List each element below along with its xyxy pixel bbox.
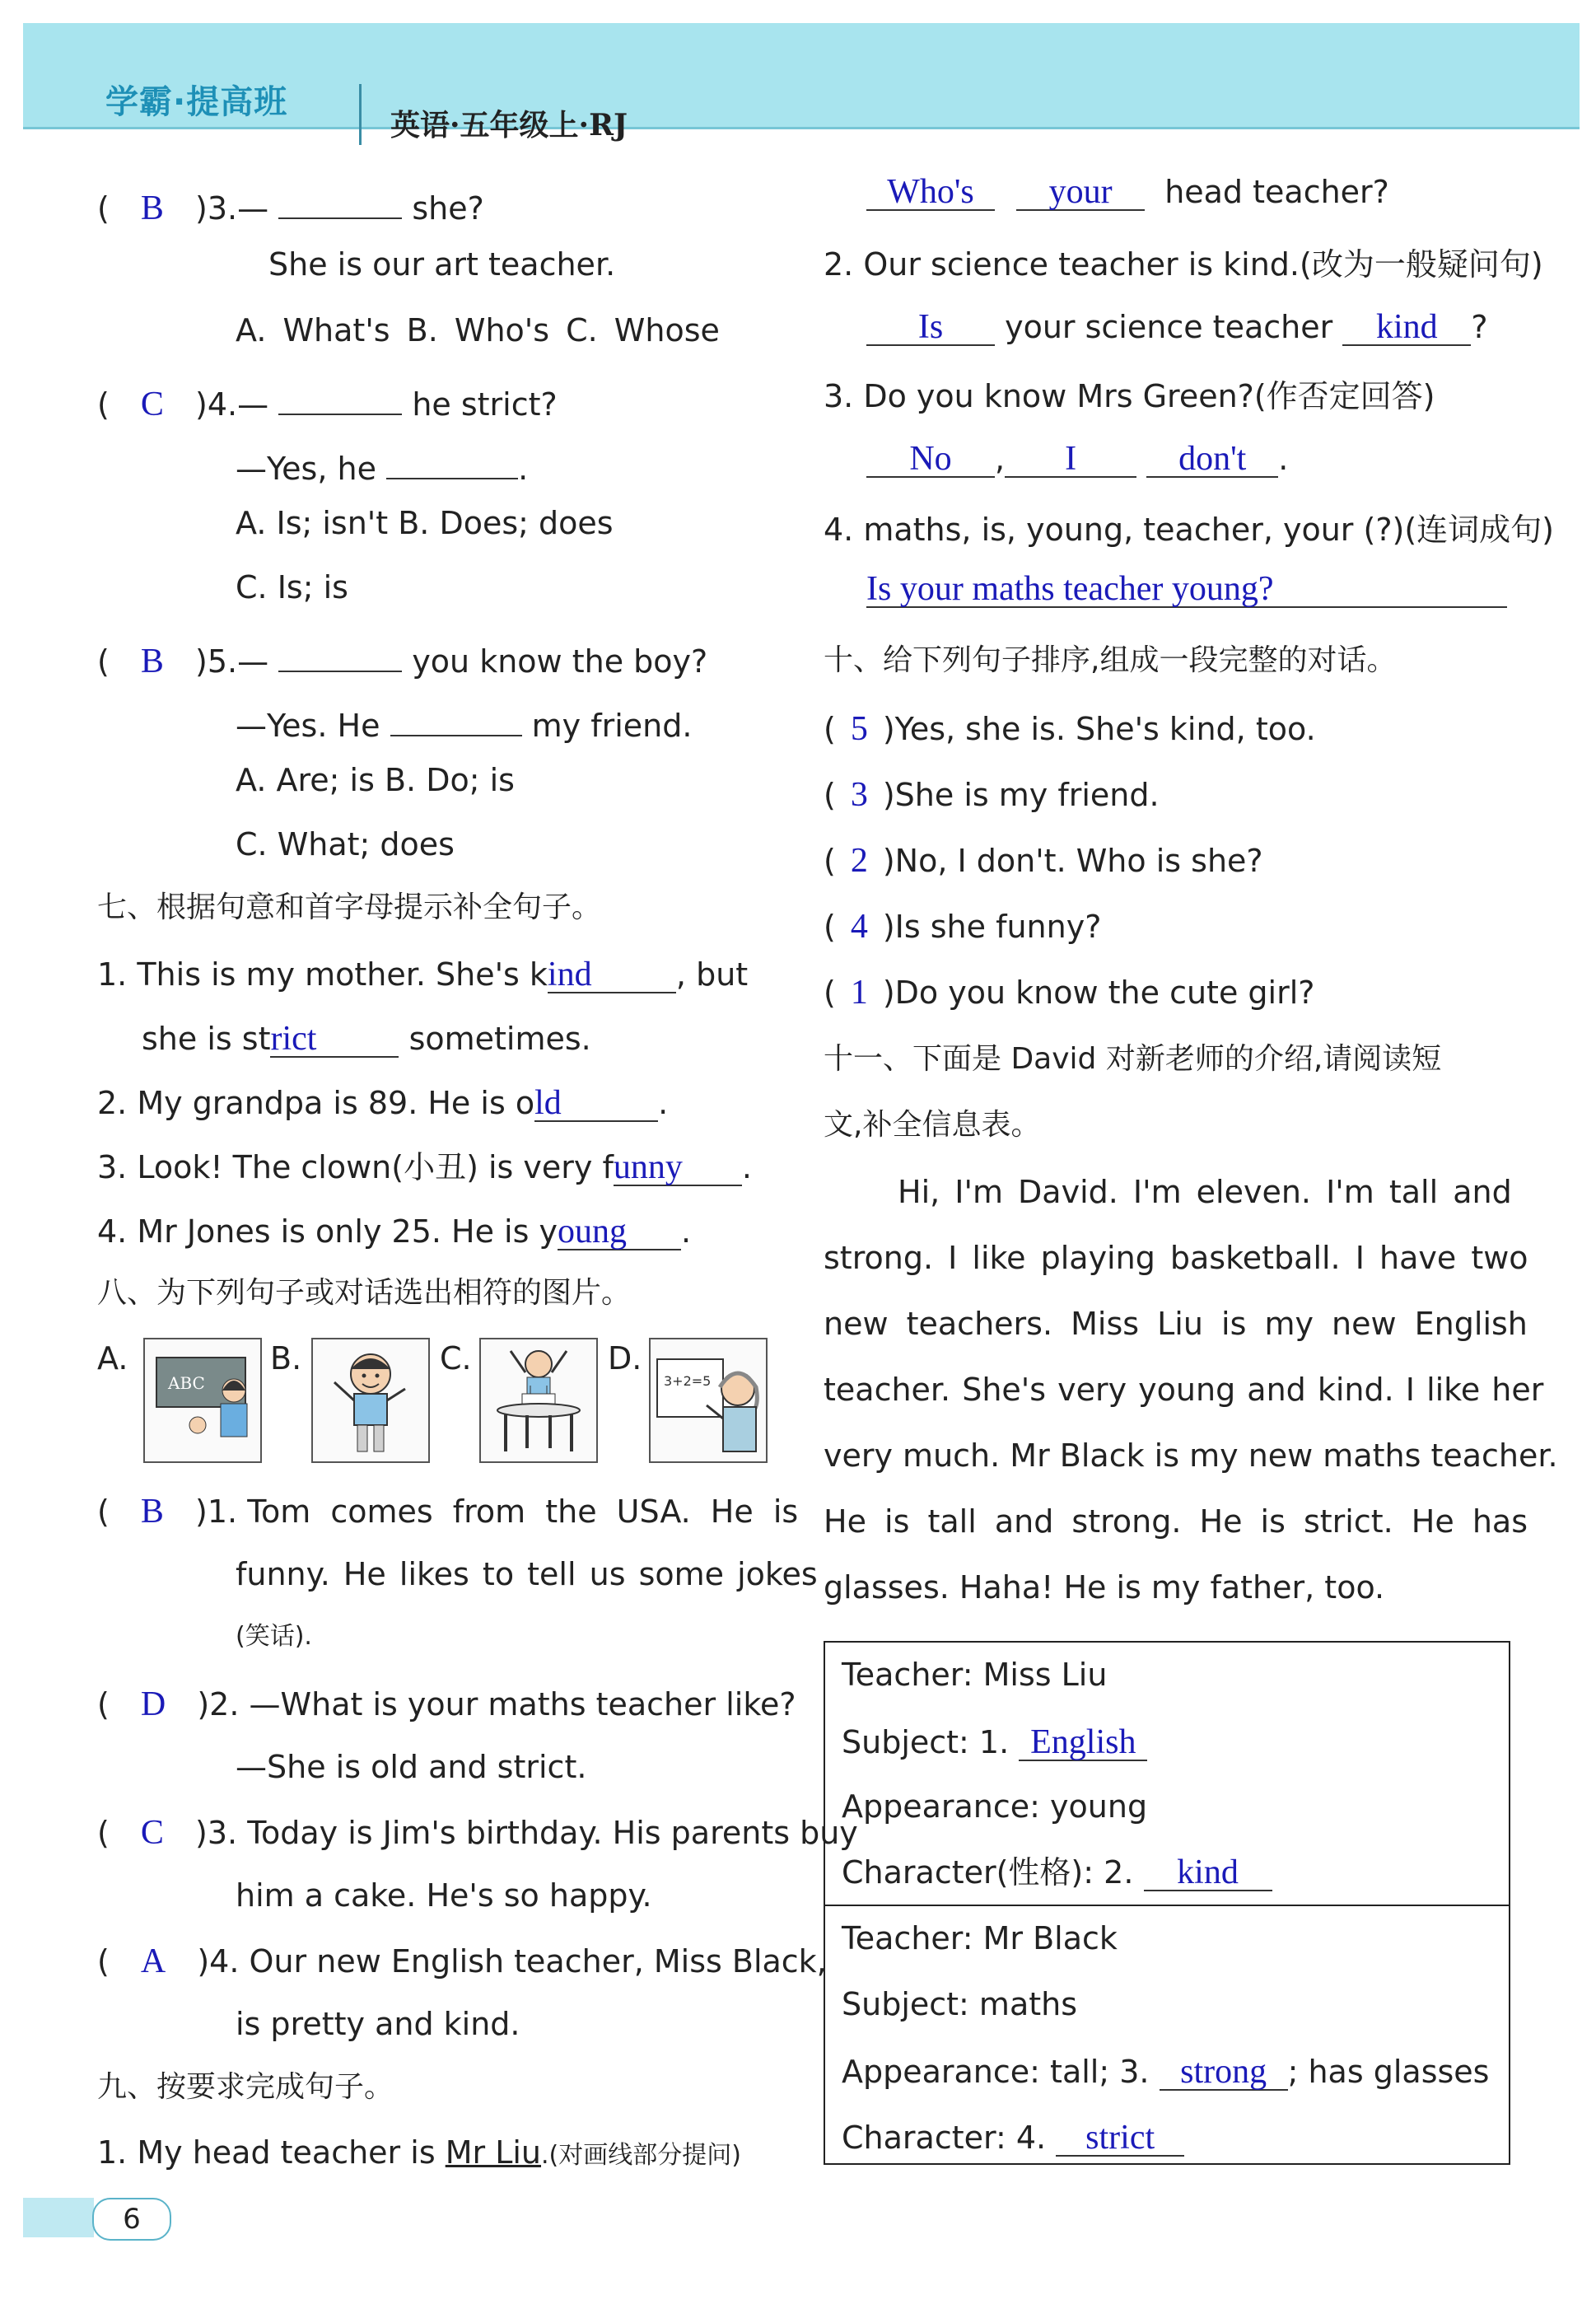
sec7-s1a: 1. This is my mother. She's kind , but xyxy=(97,956,749,993)
table-cell: Subject: 1. English xyxy=(842,1725,1147,1761)
passage-line: He is tall and strong. He is strict. He has xyxy=(824,1503,1528,1540)
section-11-title-cont: 文,补全信息表。 xyxy=(824,1108,1041,1142)
picture-a xyxy=(143,1338,262,1463)
answer-letter: B xyxy=(140,189,164,227)
section-11-title: 十一、下面是 David 对新老师的介绍,请阅读短 xyxy=(824,1042,1442,1076)
sec10-item: ( 1 )Do you know the cute girl? xyxy=(824,974,1315,1012)
q5-option-line2: C. What; does xyxy=(236,826,455,862)
sec9-s1: 1. My head teacher is Mr Liu.(对画线部分提问) xyxy=(97,2134,741,2171)
maths-teacher-icon xyxy=(651,1339,766,1461)
section-10-title: 十、给下列句子排序,组成一段完整的对话。 xyxy=(824,643,1397,677)
pic-label-d: D. xyxy=(608,1340,642,1377)
page-number-bar xyxy=(23,2198,94,2237)
sec8-question-3: ( C )3. Today is Jim's birthday. His parents buy xyxy=(97,1814,858,1852)
sec10-item: ( 4 )Is she funny? xyxy=(824,908,1102,946)
sec7-s1b: she is strict sometimes. xyxy=(142,1020,591,1058)
page-header xyxy=(23,23,1580,143)
svg-text:ABC: ABC xyxy=(168,1373,205,1393)
table-cell: Teacher: Miss Liu xyxy=(842,1657,1108,1693)
sec8-q2-line2: —She is old and strict. xyxy=(236,1749,587,1785)
q3-options: A. What's B. Who's C. Whose xyxy=(236,312,720,348)
table-divider xyxy=(825,1905,1509,1906)
picture-d xyxy=(649,1338,768,1463)
table-cell: Teacher: Mr Black xyxy=(842,1920,1118,1956)
teacher-board-icon xyxy=(145,1339,260,1461)
passage-line: strong. I like playing basketball. I have two xyxy=(824,1240,1528,1276)
section-7-title: 七、根据句意和首字母提示补全句子。 xyxy=(97,890,602,924)
picture-c xyxy=(479,1338,598,1463)
sec10-item: ( 3 )She is my friend. xyxy=(824,776,1160,814)
question-5: ( B )5.— you know the boy? xyxy=(97,636,707,679)
sec10-item: ( 5 )Yes, she is. She's kind, too. xyxy=(824,710,1316,748)
q5-reply: —Yes. He my friend. xyxy=(236,700,692,741)
table-cell: Appearance: tall; 3. strong ; has glasses xyxy=(842,2053,1490,2091)
table-cell: Appearance: young xyxy=(842,1788,1148,1825)
pic-label-c: C. xyxy=(440,1340,472,1377)
page-number: 6 xyxy=(92,2198,171,2241)
svg-text:3+2=5: 3+2=5 xyxy=(664,1373,712,1389)
question-4: ( C )4.— he strict? xyxy=(97,379,558,422)
sec10-item: ( 2 )No, I don't. Who is she? xyxy=(824,842,1263,880)
header-divider xyxy=(359,84,362,145)
sec9-s3-answer: No , I don't . xyxy=(866,442,1288,478)
sec9-s3: 3. Do you know Mrs Green?(作否定回答) xyxy=(824,378,1435,414)
pic-label-b: B. xyxy=(270,1340,302,1377)
sec9-s1-answer: Who's your head teacher? xyxy=(866,175,1389,211)
passage-line: teacher. She's very young and kind. I like her xyxy=(824,1372,1544,1408)
sec8-q3-line2: him a cake. He's so happy. xyxy=(236,1877,652,1914)
section-8-title: 八、为下列句子或对话选出相符的图片。 xyxy=(97,1276,632,1310)
subject-title: 英语·五年级上·RJ xyxy=(390,108,628,143)
question-3: ( B )3.— she? xyxy=(97,183,484,226)
q5-option-line1: A. Are; is B. Do; is xyxy=(236,762,515,798)
passage-line: glasses. Haha! He is my father, too. xyxy=(824,1569,1385,1606)
passage-line: new teachers. Miss Liu is my new English xyxy=(824,1306,1528,1342)
sec9-s2-answer: Is your science teacher kind ? xyxy=(866,310,1488,346)
table-cell: Character(性格): 2. kind xyxy=(842,1855,1272,1891)
sec7-s3: 3. Look! The clown(小丑) is very funny . xyxy=(97,1148,752,1186)
sec8-q4-line2: is pretty and kind. xyxy=(236,2006,520,2042)
table-cell: Character: 4. strict xyxy=(842,2120,1184,2157)
picture-b xyxy=(311,1338,430,1463)
sec8-question-4: ( A )4. Our new English teacher, Miss Black, xyxy=(97,1942,827,1980)
waving-boy-icon xyxy=(313,1339,428,1461)
sec8-question-1: ( B )1. Tom comes from the USA. He is xyxy=(97,1493,799,1531)
birthday-cake-icon xyxy=(481,1339,596,1461)
blank xyxy=(278,183,402,219)
section-9-title: 九、按要求完成句子。 xyxy=(97,2070,394,2104)
pic-label-a: A. xyxy=(97,1340,128,1377)
sec9-s4-answer: Is your maths teacher young? xyxy=(866,572,1507,608)
brand-title: 学霸·提高班 xyxy=(105,83,288,121)
sec9-s4: 4. maths, is, young, teacher, your (?)(连词成句) xyxy=(824,512,1554,548)
sec7-s4: 4. Mr Jones is only 25. He is young . xyxy=(97,1213,692,1250)
q3-reply: She is our art teacher. xyxy=(268,246,616,283)
sec8-q1-line2: funny. He likes to tell us some jokes xyxy=(236,1556,818,1592)
passage-line: Hi, I'm David. I'm eleven. I'm tall and xyxy=(898,1174,1512,1210)
sec9-s2: 2. Our science teacher is kind.(改为一般疑问句) xyxy=(824,246,1543,283)
q4-reply: —Yes, he . xyxy=(236,443,528,484)
table-cell: Subject: maths xyxy=(842,1986,1078,2022)
info-table xyxy=(824,1641,1510,2165)
q4-option-line1: A. Is; isn't B. Does; does xyxy=(236,505,614,541)
sec7-s2: 2. My grandpa is 89. He is old . xyxy=(97,1084,669,1122)
sec8-question-2: ( D )2. —What is your maths teacher like? xyxy=(97,1685,796,1723)
q4-option-line2: C. Is; is xyxy=(236,569,348,605)
sec8-q1-line3: (笑话). xyxy=(236,1622,312,1651)
passage-line: very much. Mr Black is my new maths teacher. xyxy=(824,1437,1558,1474)
